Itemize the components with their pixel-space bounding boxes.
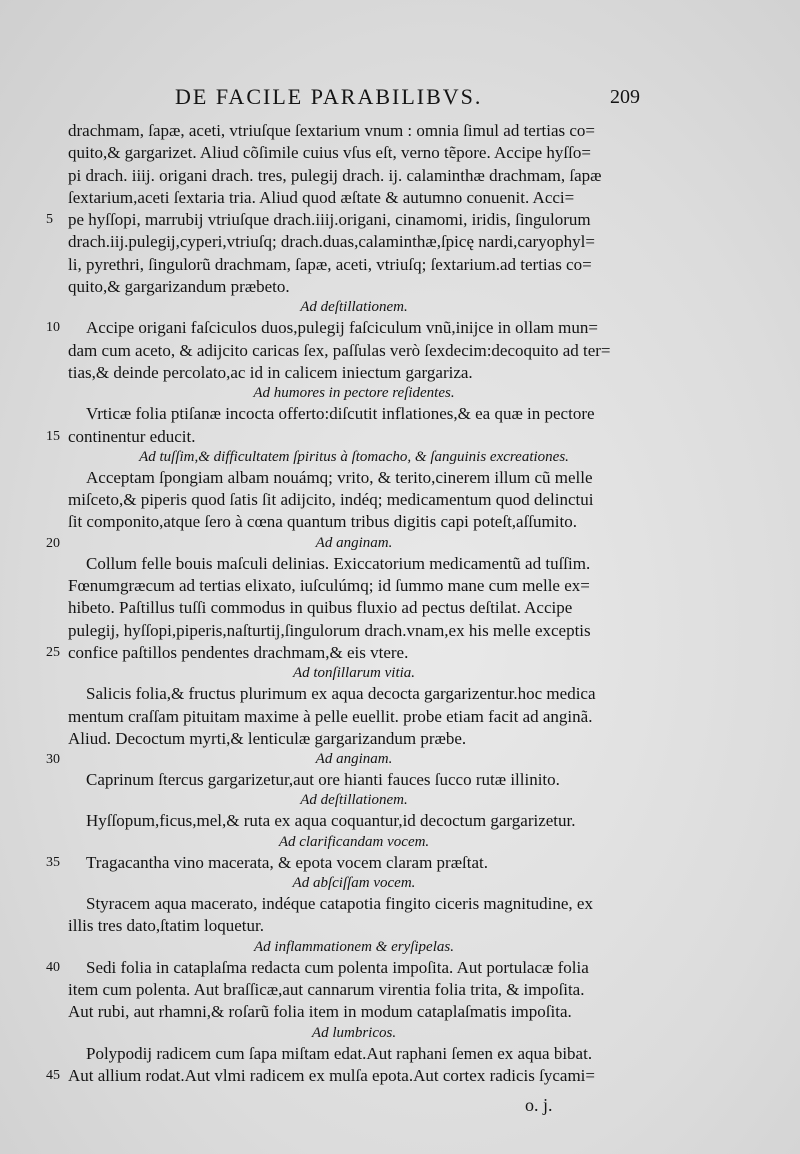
text-line <box>68 362 640 384</box>
line-text: mentum craſſam pituitam maxime à pelle euellit. probe etiam facit ad anginã. <box>68 706 593 726</box>
line-text: item cum polenta. Aut braſſicæ,aut cannarum virentia folia trita, & impoſita. <box>68 979 585 999</box>
text-line <box>68 915 640 937</box>
text-line <box>68 403 640 425</box>
line-number: 15 <box>46 428 60 444</box>
line-text: Aut rubi, aut rhamni,& roſarũ folia item in modum cataplaſmatis impoſita. <box>68 1002 572 1022</box>
text-line <box>68 769 640 791</box>
text-line <box>46 642 640 664</box>
text-line <box>46 852 640 874</box>
signature-mark: o. j. <box>525 1095 553 1115</box>
text-line <box>46 426 640 448</box>
line-number: 45 <box>46 1067 60 1083</box>
line-number: 20 <box>46 535 60 551</box>
heading-text: Ad tonſillarum vitia. <box>292 665 416 682</box>
text-line <box>46 1065 640 1087</box>
line-text: Tragacantha vino macerata, & epota vocem claram præſtat. <box>86 852 489 872</box>
line-text: Styracem aqua macerato, indéque catapotia fingito ciceris magnitudine, ex <box>86 894 593 914</box>
text-line <box>46 317 640 339</box>
line-text: pi drach. iiij. origani drach. tres, pulegij drach. ij. calaminthæ drachmam, ſapæ <box>68 165 602 185</box>
text-line <box>68 893 640 915</box>
section-heading <box>68 1024 640 1043</box>
section-heading <box>68 874 640 893</box>
text-line <box>68 1001 640 1023</box>
text-line <box>68 810 640 832</box>
line-text: Hyſſopum,ficus,mel,& ruta ex aqua coquantur,id decoctum gargarizetur. <box>86 811 576 831</box>
line-text: Fœnumgræcum ad tertias elixato, iuſculúmq; id ſummo mane cum melle ex= <box>68 576 590 596</box>
text-line <box>68 120 640 142</box>
heading-text: Ad anginam. <box>315 534 393 551</box>
line-text: miſceto,& piperis quod ſatis ſit adijcito, indéq; medicamentum quod delinctui <box>68 490 594 510</box>
line-text: li, pyrethri, ſingulorũ drachmam, ſapæ, aceti, vtriuſq; ſextarium.ad tertias co= <box>68 254 592 274</box>
line-text: Accipe origani faſciculos duos,pulegij faſciculum vnũ,inijce in ollam mun= <box>86 318 598 338</box>
heading-text: Ad humores in pectore reſidentes. <box>253 385 455 402</box>
line-text: dam cum aceto, & adijcito caricas ſex, paſſulas verò ſexdecim:decoquito ad ter= <box>68 340 611 360</box>
line-text: Collum felle bouis maſculi delinias. Exiccatorium medicamentũ ad tuſſim. <box>86 553 591 573</box>
section-heading <box>68 791 640 810</box>
line-text: pulegij, hyſſopi,piperis,naſturtij,ſingulorum drach.vnam,ex his melle exceptis <box>68 620 591 640</box>
line-text: drach.iij.pulegij,cyperi,vtriuſq; drach.duas,calaminthæ,ſpicę nardi,caryophyl= <box>68 232 595 252</box>
heading-text: Ad inflammationem & eryſipelas. <box>254 938 454 955</box>
text-line <box>68 553 640 575</box>
text-line <box>68 979 640 1001</box>
line-text: Polypodij radicem cum ſapa miſtam edat.Aut raphani ſemen ex aqua bibat. <box>86 1043 593 1063</box>
line-text: continentur educit. <box>68 426 196 446</box>
text-line <box>68 254 640 276</box>
text-line <box>68 575 640 597</box>
text-line <box>68 165 640 187</box>
line-number: 35 <box>46 854 60 870</box>
line-text: Caprinum ſtercus gargarizetur,aut ore hianti fauces ſucco rutæ illinito. <box>86 770 560 790</box>
section-heading <box>68 664 640 683</box>
line-text: Vrticæ folia ptiſanæ incocta offerto:diſcutit inflationes,& ea quæ in pectore <box>86 404 595 424</box>
text-line <box>68 620 640 642</box>
text-line <box>46 209 640 231</box>
line-text: Salicis folia,& fructus plurimum ex aqua decocta gargarizentur.hoc medica <box>86 684 596 704</box>
text-line <box>68 142 640 164</box>
line-text: tias,& deinde percolato,ac id in calicem iniectum gargariza. <box>68 362 473 382</box>
text-line <box>68 231 640 253</box>
page-number: 209 <box>610 86 640 108</box>
line-text: confice paſtillos pendentes drachmam,& eis vtere. <box>68 642 409 662</box>
text-line <box>68 511 640 533</box>
line-text: pe hyſſopi, marrubij vtriuſque drach.iiij.origani, cinamomi, iridis, ſingulorum <box>68 210 591 230</box>
running-head: DE FACILE PARABILIBVS. <box>175 84 483 109</box>
text-line <box>68 276 640 298</box>
heading-text: Ad anginam. <box>315 751 393 768</box>
text-block <box>46 120 640 1087</box>
heading-text: Ad lumbricos. <box>311 1024 397 1041</box>
line-text: ſit componito,atque ſero à cœna quantum tribus digitis capi poteſt,aſſumito. <box>68 512 577 532</box>
line-number: 40 <box>46 959 60 975</box>
heading-text: Ad abſciſſam vocem. <box>292 875 416 892</box>
line-text: Sedi folia in cataplaſma redacta cum polenta impoſita. Aut portulacæ folia <box>86 957 589 977</box>
section-heading <box>68 298 640 317</box>
text-line <box>68 706 640 728</box>
line-text: ſextarium,aceti ſextaria tria. Aliud quod æſtate & autumno conuenit. Acci= <box>68 187 575 207</box>
line-text: hibeto. Paſtillus tuſſi commodus in quibus fluxio ad pectus deſtilat. Accipe <box>68 598 573 618</box>
line-text: quito,& gargarizet. Aliud cõſimile cuius vſus eſt, verno tẽpore. Accipe hyſſo= <box>68 143 591 163</box>
line-text: illis tres dato,ſtatim loquetur. <box>68 916 264 936</box>
section-heading <box>46 750 640 769</box>
section-heading <box>68 384 640 403</box>
line-text: Aut allium rodat.Aut vlmi radicem ex mulſa epota.Aut cortex radicis ſycami= <box>68 1065 595 1085</box>
section-heading <box>46 534 640 553</box>
heading-text: Ad deſtillationem. <box>300 299 408 316</box>
heading-text: Ad tuſſim,& difficultatem ſpiritus à ſtomacho, & ſanguinis excreationes. <box>139 448 569 465</box>
line-text: Aliud. Decoctum myrti,& lenticulæ gargarizandum præbe. <box>68 728 467 748</box>
text-line <box>68 1043 640 1065</box>
section-heading <box>68 448 640 467</box>
text-line <box>68 489 640 511</box>
heading-text: Ad deſtillationem. <box>300 792 408 809</box>
text-line <box>68 597 640 619</box>
text-line <box>68 728 640 750</box>
text-line <box>68 683 640 705</box>
line-number: 25 <box>46 644 60 660</box>
text-line <box>68 340 640 362</box>
line-text: quito,& gargarizandum præbeto. <box>68 277 290 297</box>
section-heading <box>68 833 640 852</box>
text-line <box>46 957 640 979</box>
line-number: 30 <box>46 752 60 768</box>
line-number: 10 <box>46 320 60 336</box>
text-line <box>68 187 640 209</box>
heading-text: Ad clarificandam vocem. <box>278 833 430 850</box>
text-line <box>68 467 640 489</box>
line-text: Acceptam ſpongiam albam nouámq; vrito, & terito,cinerem illum cũ melle <box>86 467 593 487</box>
section-heading <box>68 938 640 957</box>
line-text: drachmam, ſapæ, aceti, vtriuſque ſextarium vnum : omnia ſimul ad tertias co= <box>68 121 595 140</box>
line-number: 5 <box>46 212 53 228</box>
